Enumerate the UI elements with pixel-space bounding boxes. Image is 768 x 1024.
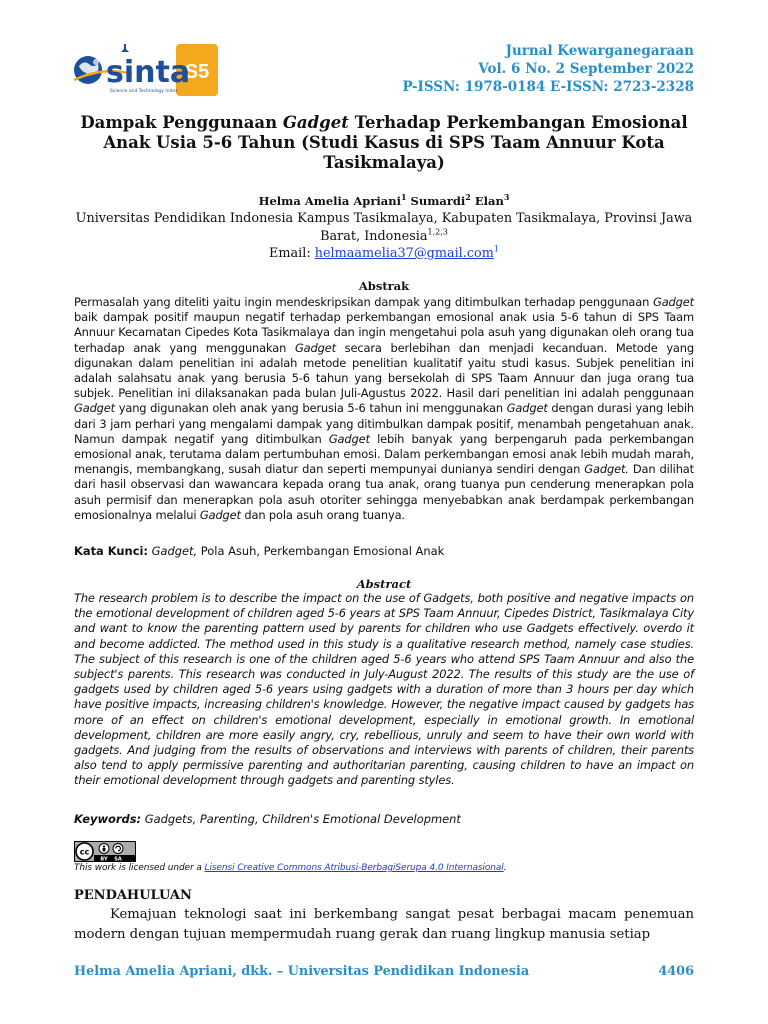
author-name: Elan (470, 194, 504, 208)
license-note (74, 862, 694, 874)
section-heading: PENDAHULUAN (74, 888, 192, 903)
email-line (74, 245, 694, 262)
keywords-text: Gadgets, Parenting, Children's Emotional Development (141, 812, 461, 826)
abstract-heading: Abstract (356, 577, 412, 591)
journal-info (403, 42, 694, 96)
logo-wordmark: sinta (106, 55, 191, 90)
logo-badge: S5 (184, 61, 210, 83)
sinta-logo (72, 40, 224, 102)
title-part: Dampak Penggunaan (80, 113, 283, 132)
author-name: Sumardi (406, 194, 466, 208)
page-number: 4406 (658, 964, 694, 979)
sa-text: SA (114, 856, 122, 862)
email-sup: 1 (493, 244, 499, 254)
intro-text: Kemajuan teknologi saat ini berkembang sangat pesat berbagai macam penemuan modern dengan tujuan mempermudah ruang gerak dan ruang lingkup manusia setiap (74, 907, 694, 942)
sinta-logo-graphic (72, 40, 224, 102)
journal-issn: P-ISSN: 1978-0184 E-ISSN: 2723-2328 (402, 79, 694, 95)
affiliation-text: Universitas Pendidikan Indonesia Kampus Tasikmalaya, Kabupaten Tasikmalaya, Provinsi Jawa Barat, Indonesia (75, 211, 693, 244)
author-sup: 2 (465, 192, 471, 203)
kata-kunci (74, 544, 694, 559)
license-suffix: . (503, 863, 507, 873)
intro-paragraph (74, 905, 694, 945)
abstrak-body: Permasalah yang diteliti yaitu ingin mendeskripsikan dampak yang ditimbulkan terhadap penggunaan Gadget baik dampak positif maupun negatif terhadap perkembangan emosional anak usia 5-6 tahun di SPS Taam Annuur Kecamatan Cipedes Kota Tasikmalaya dan ingin mengetahui pola asuh yang digunakan oleh orang tua terhadap anak yang menggunakan Gadget secara berlebihan dan menjadi kecanduan. Metode yang digunakan dalam penelitian ini adalah metode penelitian kualitatif yaitu studi kasus. Subjek penelitian ini adalah salahsatu anak yang berusia 5-6 tahun yang bersekolah di SPS Taam Annuur dan juga orang tua subjek. Penelitian ini dilaksanakan pada bulan Juli-Agustus 2022. Hasil dari penelitian ini adalah penggunaan Gadget yang digunakan oleh anak yang berusia 5-6 tahun ini menggunakan Gadget dengan durasi yang lebih dari 3 jam perhari yang mengalami dampak yang ditimbulkan dampak positif, menambah pengetahuan anak. Namun dampak negatif yang ditimbulkan Gadget lebih banyak yang berpengaruh pada perkembangan emosional anak, terutama dalam pertumbuhan emosi. Dalam perkembangan emosi anak lebih mudah marah, menangis, membangkang, susah diatur dan seperti mempunyai dunianya sendiri dengan Gadget. Dan dilihat dari hasil observasi dan wawancara kepada orang tua anak, orang tuanya pun cenderung menerapkan pola asuh permisif dan menerapkan pola asuh otoriter sehingga menyebabkan anak berdampak perkembangan emosionalnya melalui Gadget dan pola asuh orang tuanya. (74, 295, 695, 522)
abstract-body: The research problem is to describe the impact on the use of Gadgets, both positive and negative impacts on the emotional development of children aged 5-6 years at SPS Taam Annuur, Cipedes District, Tasikmalaya City and want to know the parenting pattern used by parents for children who use Gadgets effectively. overdo it and become addicted. The method used in this study is a qualitative research method, namely case studies. The subject of this research is one of the children aged 5-6 years who attend SPS Taam Annuur and also the subject's parents. This research was conducted in July-August 2022. The results of this study are the use of gadgets used by children aged 5-6 years using gadgets with a duration of more than 3 hours per day which have positive impacts, increasing children's knowledge. However, the negative impact caused by gadgets has more of an effect on children's emotional development, especially in emotional growth. In emotional development, children are more easily angry, cry, rebellious, unruly and seem to have their own world with gadgets. And judging from the results of observations and interviews with parents of children, their parents also tend to apply permissive parenting and authoritarian parenting, causing children to have an impact on their emotional development through gadgets and parenting styles. (74, 591, 694, 788)
cc-by-sa-badge[interactable] (74, 841, 136, 862)
author-name: Helma Amelia Apriani (258, 194, 401, 208)
logo-tagline: Science and Technology Index (110, 89, 178, 94)
cc-text: cc (79, 847, 90, 857)
kata-kunci-label: Kata Kunci: (74, 544, 148, 558)
kata-kunci-italic: Gadget, (147, 544, 198, 558)
by-text: BY (100, 856, 108, 862)
abstrak-heading: Abstrak (358, 279, 410, 293)
paper-title (74, 113, 694, 173)
keywords (74, 812, 694, 827)
license-link[interactable]: Lisensi Creative Commons Atribusi-BerbagiSerupa 4.0 Internasional (204, 863, 504, 873)
author-sup: 1 (400, 192, 407, 203)
author-sup: 3 (503, 192, 510, 203)
title-italic: Gadget (282, 113, 349, 132)
license-prefix: This work is licensed under a (74, 863, 205, 873)
cc-license-icon (74, 841, 136, 862)
journal-name: Jurnal Kewarganegaraan (505, 43, 694, 59)
affiliation-sup: 1,2,3 (427, 227, 448, 237)
email-link[interactable]: helmaamelia37@gmail.com (314, 246, 494, 261)
email-label: Email: (269, 246, 315, 261)
authors (74, 193, 694, 209)
affiliation (74, 210, 694, 245)
footer-author: Helma Amelia Apriani, dkk. – Universitas Pendidikan Indonesia (74, 964, 530, 979)
keywords-label: Keywords: (74, 812, 142, 826)
title-part: Terhadap Perkembangan Emosional Anak Usia 5-6 Tahun (Studi Kasus di SPS Taam Annuur Kota Tasikmalaya) (103, 113, 688, 172)
kata-kunci-text: Pola Asuh, Perkembangan Emosional Anak (197, 544, 445, 558)
journal-volume: Vol. 6 No. 2 September 2022 (478, 61, 694, 77)
